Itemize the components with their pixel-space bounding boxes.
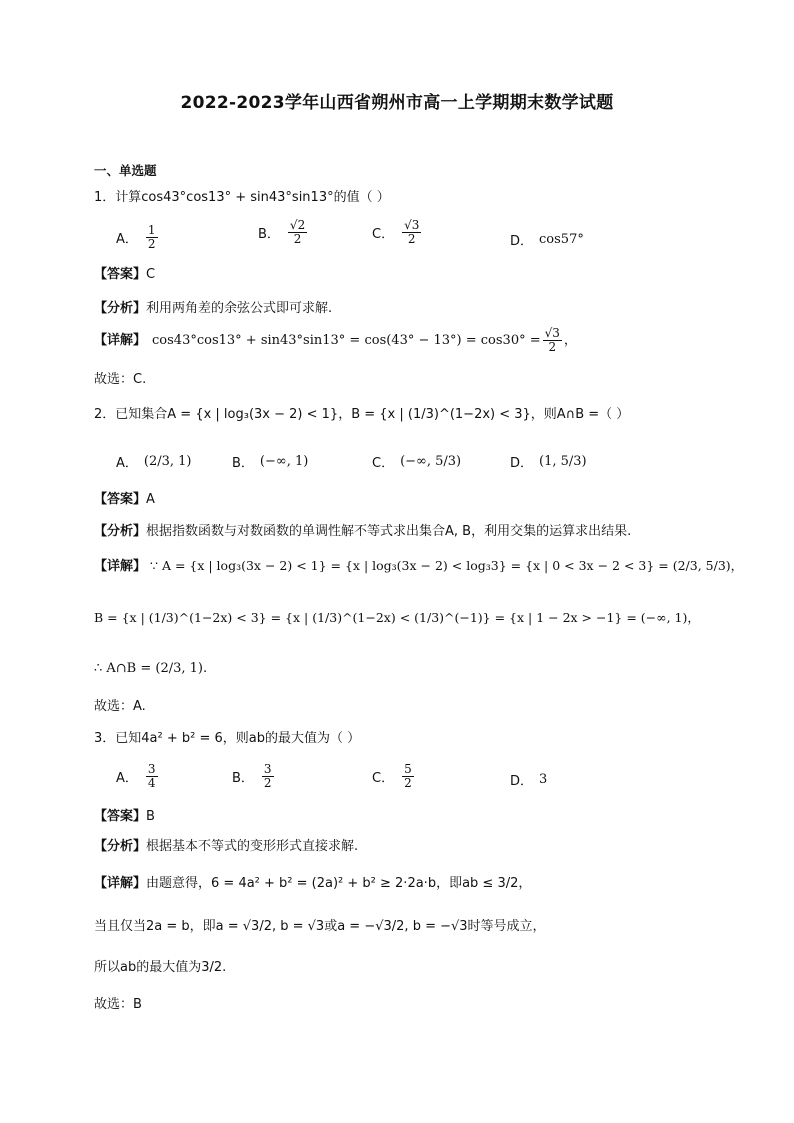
q3-option-a: [116, 763, 160, 790]
option-label: D．: [510, 774, 534, 789]
q2-detail-line-2: B = {x | (1/3)^(1−2x) < 3} = {x | (1/3)^(1−2x) < (1/3)^(−1)} = {x | 1 − 2x > −1} = (−∞, 1)，: [94, 610, 700, 625]
q2-answer: [94, 493, 155, 506]
answer-value: C: [146, 267, 156, 282]
denominator: 4: [147, 776, 156, 791]
q3-detail-line-2: 当且仅当2a = b，即a = √3/2, b = √3或a = −√3/2, b = −√3时等号成立，: [94, 919, 546, 934]
analysis-text: 利用两角差的余弦公式即可求解.: [146, 301, 333, 316]
numerator: √3: [544, 326, 560, 340]
option-label: D．: [510, 234, 534, 249]
detail-text: ∵ A = {x | log₃(3x − 2) < 1} = {x | log₃(3x − 2) < log₃3} = {x | 0 < 3x − 2 < 3} = (2/3, 5/3)，: [150, 558, 744, 573]
option-label: D．: [510, 456, 534, 471]
option-text: (−∞, 5/3): [400, 454, 462, 469]
choose-value: A.: [133, 699, 146, 714]
answer-value: A: [146, 492, 155, 507]
numerator: 1: [147, 223, 156, 237]
numerator: 3: [147, 762, 156, 776]
q1-analysis: [94, 302, 332, 315]
denominator: 2: [404, 776, 412, 791]
analysis-tag: 【分析】: [94, 839, 147, 854]
option-label: B．: [232, 456, 254, 471]
numerator: 5: [404, 762, 412, 776]
detail-tag: 【详解】: [94, 876, 147, 891]
answer-value: B: [146, 809, 155, 824]
choose-prefix: 故选：: [94, 997, 134, 1012]
option-label: B．: [232, 771, 254, 787]
option-label: C．: [372, 227, 395, 243]
answer-tag: 【答案】: [94, 267, 147, 282]
q2-analysis: [94, 525, 631, 538]
q1-detail: [94, 327, 577, 354]
answer-tag: 【答案】: [94, 809, 147, 824]
denominator: 2: [407, 232, 416, 247]
document-title: 2022-2023学年山西省朔州市高一上学期期末数学试题: [180, 93, 614, 113]
q2-detail-line-3: ∴ A∩B = (2/3, 1).: [94, 661, 208, 676]
q1-option-d: [510, 230, 584, 249]
q2-option-a: [116, 452, 192, 471]
option-label: C．: [372, 771, 395, 787]
analysis-text: 根据基本不等式的变形形式直接求解.: [146, 839, 359, 854]
analysis-tag: 【分析】: [94, 301, 147, 316]
option-text: 3: [539, 772, 548, 787]
detail-text: cos43°cos13° + sin43°sin13° = cos(43° − 13°) = cos30° =: [152, 333, 541, 349]
detail-tag: 【详解】: [94, 333, 147, 349]
denominator: 2: [147, 237, 156, 252]
fraction: [402, 219, 421, 246]
numerator: 3: [263, 762, 272, 776]
q3-option-b: [232, 763, 276, 790]
option-text: (2/3, 1): [143, 454, 192, 469]
numerator: √3: [404, 218, 420, 232]
option-label: A．: [116, 456, 138, 471]
denominator: 2: [293, 232, 302, 247]
fraction: [146, 224, 158, 251]
fraction: [262, 763, 274, 790]
q2-detail-line-1: [94, 560, 743, 573]
q1-choose: [94, 373, 146, 386]
fraction: [402, 763, 414, 790]
fraction: [288, 219, 307, 246]
q2-option-c: [372, 452, 461, 471]
option-label: C．: [372, 456, 395, 471]
q2-option-b: [232, 452, 308, 471]
section-heading: 一、单选题: [94, 163, 157, 178]
q1-option-c: [372, 219, 423, 246]
choose-prefix: 故选：: [94, 372, 134, 387]
option-label: B．: [258, 227, 280, 243]
analysis-text: 根据指数函数与对数函数的单调性解不等式求出集合A, B，利用交集的运算求出结果.: [146, 524, 632, 539]
q1-answer: [94, 268, 155, 281]
fraction: [543, 327, 562, 354]
fraction: [146, 763, 158, 790]
denominator: 2: [548, 340, 557, 355]
q3-option-c: [372, 763, 416, 790]
q3-option-d: [510, 770, 547, 789]
answer-tag: 【答案】: [94, 492, 147, 507]
analysis-tag: 【分析】: [94, 524, 147, 539]
choose-prefix: 故选：: [94, 699, 134, 714]
option-text: (−∞, 1): [259, 454, 309, 469]
choose-value: B: [133, 997, 142, 1012]
q2-option-d: [510, 452, 587, 471]
q3-detail-line-1: [94, 877, 531, 890]
q2-choose: [94, 700, 146, 713]
q1-option-b: [258, 219, 309, 246]
q3-stem: 3．已知4a² + b² = 6，则ab的最大值为（ ）: [94, 731, 361, 746]
option-label: A．: [116, 771, 138, 787]
q3-analysis: [94, 840, 358, 853]
detail-text: 由题意得，6 = 4a² + b² = (2a)² + b² ≥ 2·2a·b，即ab ≤ 3/2，: [146, 876, 532, 891]
option-label: A．: [116, 232, 138, 248]
option-text: (1, 5/3): [539, 454, 587, 469]
detail-tail: ，: [563, 333, 577, 349]
option-text: cos57°: [539, 232, 584, 247]
q1-stem: 1．计算cos43°cos13° + sin43°sin13°的值（ ）: [94, 190, 390, 205]
q2-stem: 2．已知集合A = {x | log₃(3x − 2) < 1}，B = {x | (1/3)^(1−2x) < 3}，则A∩B =（ ）: [94, 407, 630, 422]
detail-tag: 【详解】: [94, 559, 147, 574]
q3-choose: [94, 998, 142, 1011]
denominator: 2: [263, 776, 272, 791]
q1-option-a: [116, 224, 160, 251]
numerator: √2: [289, 218, 306, 232]
choose-value: C.: [133, 372, 147, 387]
q3-detail-line-3: 所以ab的最大值为3/2.: [94, 960, 227, 975]
q3-answer: [94, 810, 155, 823]
